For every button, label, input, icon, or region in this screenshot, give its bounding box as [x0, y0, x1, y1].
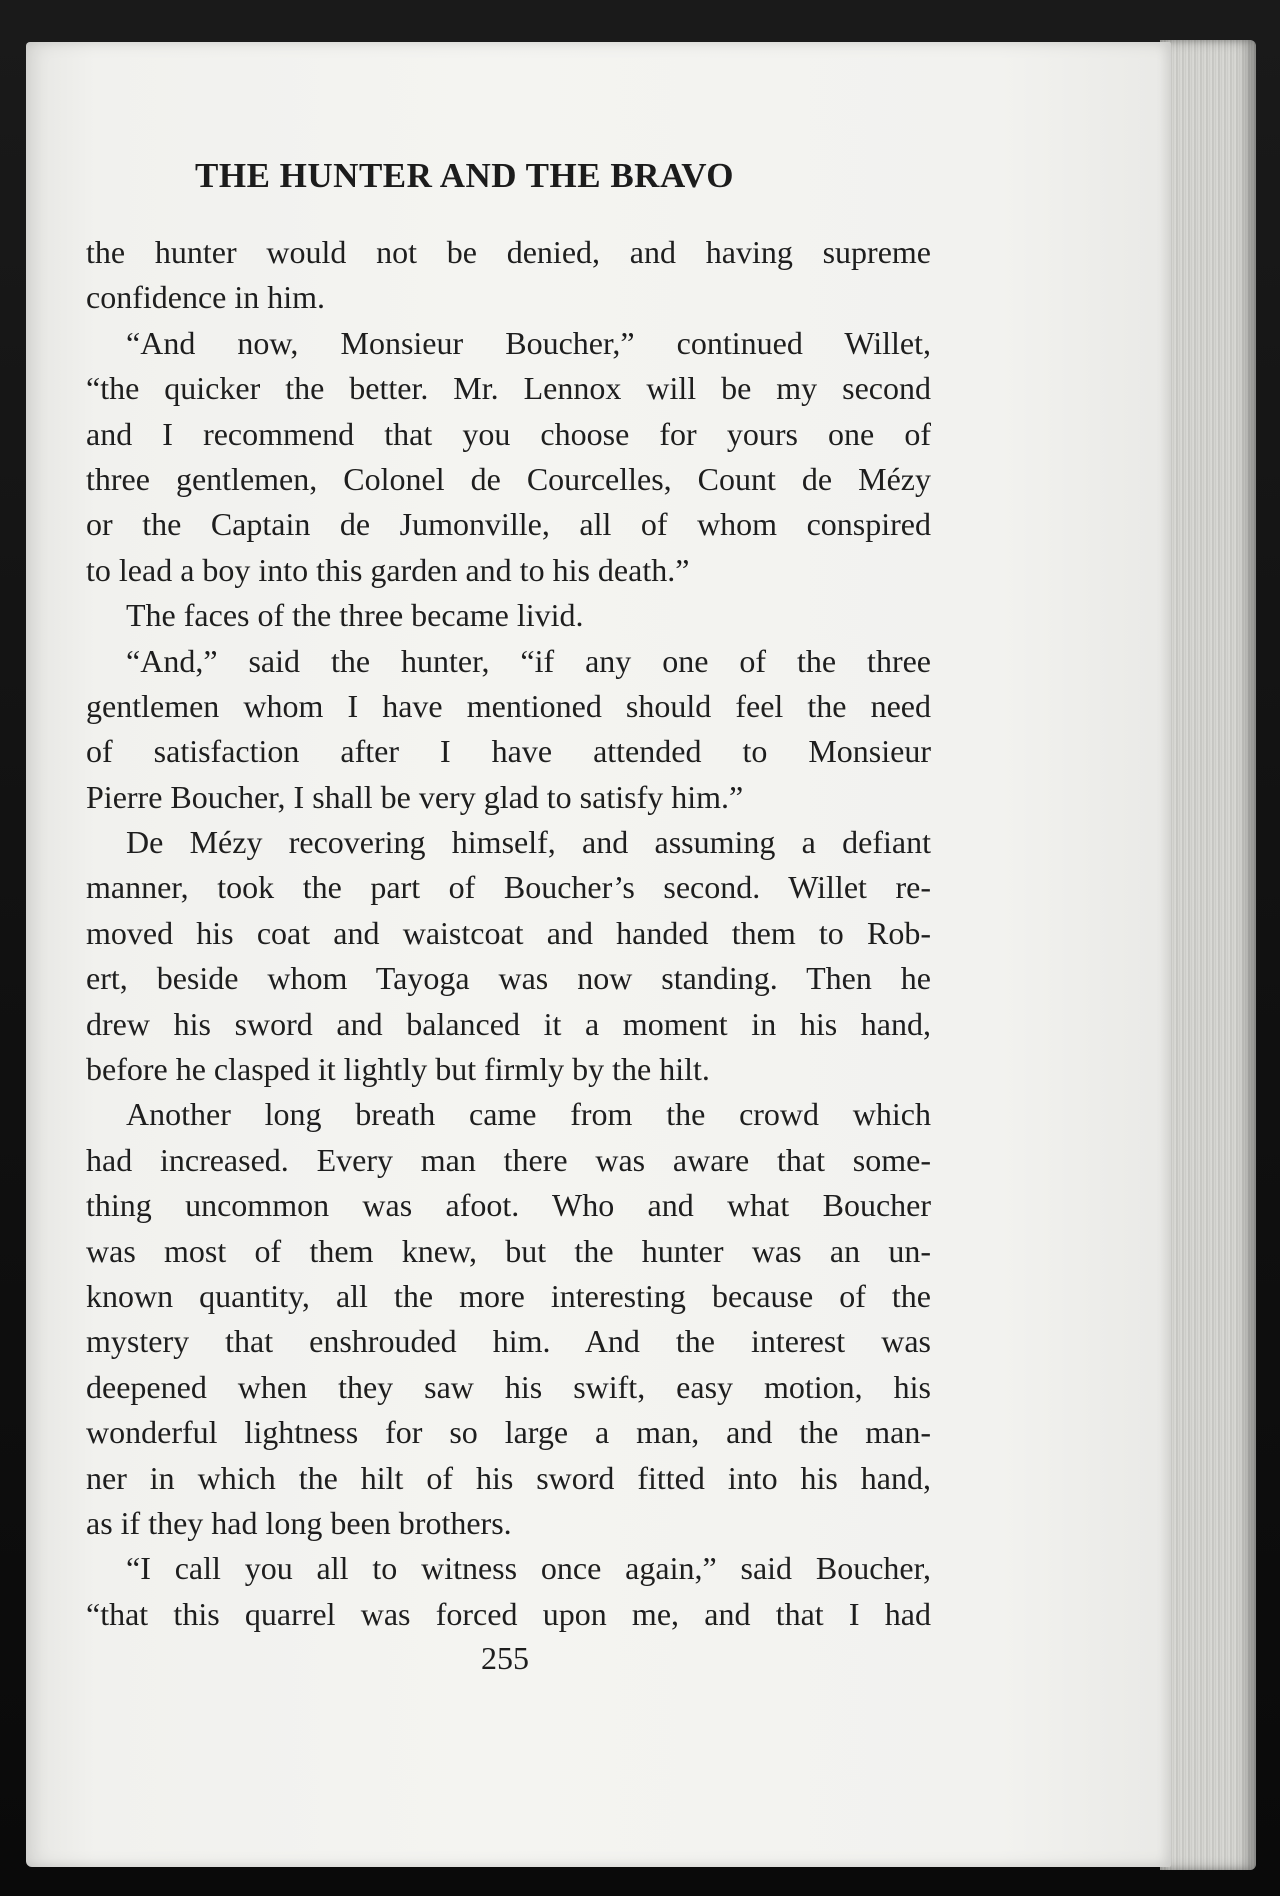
page-edge-stack — [1160, 40, 1256, 1870]
text-line: confidence in him. — [86, 279, 326, 316]
body-text — [86, 230, 931, 1637]
text-line: “And now, Monsieur Boucher,” continued Willet, — [126, 324, 931, 361]
text-line: the hunter would not be denied, and having supreme — [86, 234, 931, 270]
text-line: wonderful lightness for so large a man, and the man- — [86, 1414, 931, 1451]
text-line: or the Captain de Jumonville, all of whom conspired — [86, 506, 931, 543]
text-line: mystery that enshrouded him. And the interest was — [86, 1323, 931, 1360]
page-number: 255 — [481, 1640, 529, 1676]
text-line: was most of them knew, but the hunter was an un- — [86, 1232, 931, 1269]
text-line: “And,” said the hunter, “if any one of the three — [126, 642, 931, 679]
text-line: of satisfaction after I have attended to Monsieur — [86, 733, 931, 770]
text-line: Pierre Boucher, I shall be very glad to satisfy him.” — [86, 778, 744, 815]
text-line: known quantity, all the more interesting because of the — [86, 1277, 931, 1314]
text-line: The faces of the three became livid. — [126, 597, 584, 634]
text-line: drew his sword and balanced it a moment in his hand, — [86, 1005, 931, 1042]
text-line: “the quicker the better. Mr. Lennox will be my second — [86, 370, 931, 407]
text-line: had increased. Every man there was aware that some- — [86, 1141, 931, 1178]
running-head: THE HUNTER AND THE BRAVO — [195, 156, 735, 195]
text-line: “that this quarrel was forced upon me, and that I had — [86, 1595, 931, 1632]
text-line: three gentlemen, Colonel de Courcelles, Count de Mézy — [86, 460, 931, 497]
text-line: ert, beside whom Tayoga was now standing. Then he — [86, 960, 931, 997]
text-line: as if they had long been brothers. — [86, 1504, 512, 1541]
text-line: and I recommend that you choose for yours one of — [86, 415, 931, 452]
text-line: “I call you all to witness once again,” said Boucher, — [126, 1550, 931, 1587]
text-line: De Mézy recovering himself, and assuming a defiant — [126, 824, 931, 861]
text-line: ner in which the hilt of his sword fitted into his hand, — [86, 1459, 931, 1496]
text-line: manner, took the part of Boucher’s second. Willet re- — [86, 869, 931, 906]
text-line: before he clasped it lightly but firmly by the hilt. — [86, 1051, 710, 1088]
text-line: deepened when they saw his swift, easy motion, his — [86, 1368, 931, 1405]
text-line: thing uncommon was afoot. Who and what Boucher — [86, 1187, 931, 1224]
text-line: moved his coat and waistcoat and handed them to Rob- — [86, 914, 931, 951]
text-line: Another long breath came from the crowd which — [126, 1096, 931, 1133]
text-line: to lead a boy into this garden and to his death.” — [86, 551, 690, 588]
text-line: gentlemen whom I have mentioned should feel the need — [86, 687, 931, 724]
